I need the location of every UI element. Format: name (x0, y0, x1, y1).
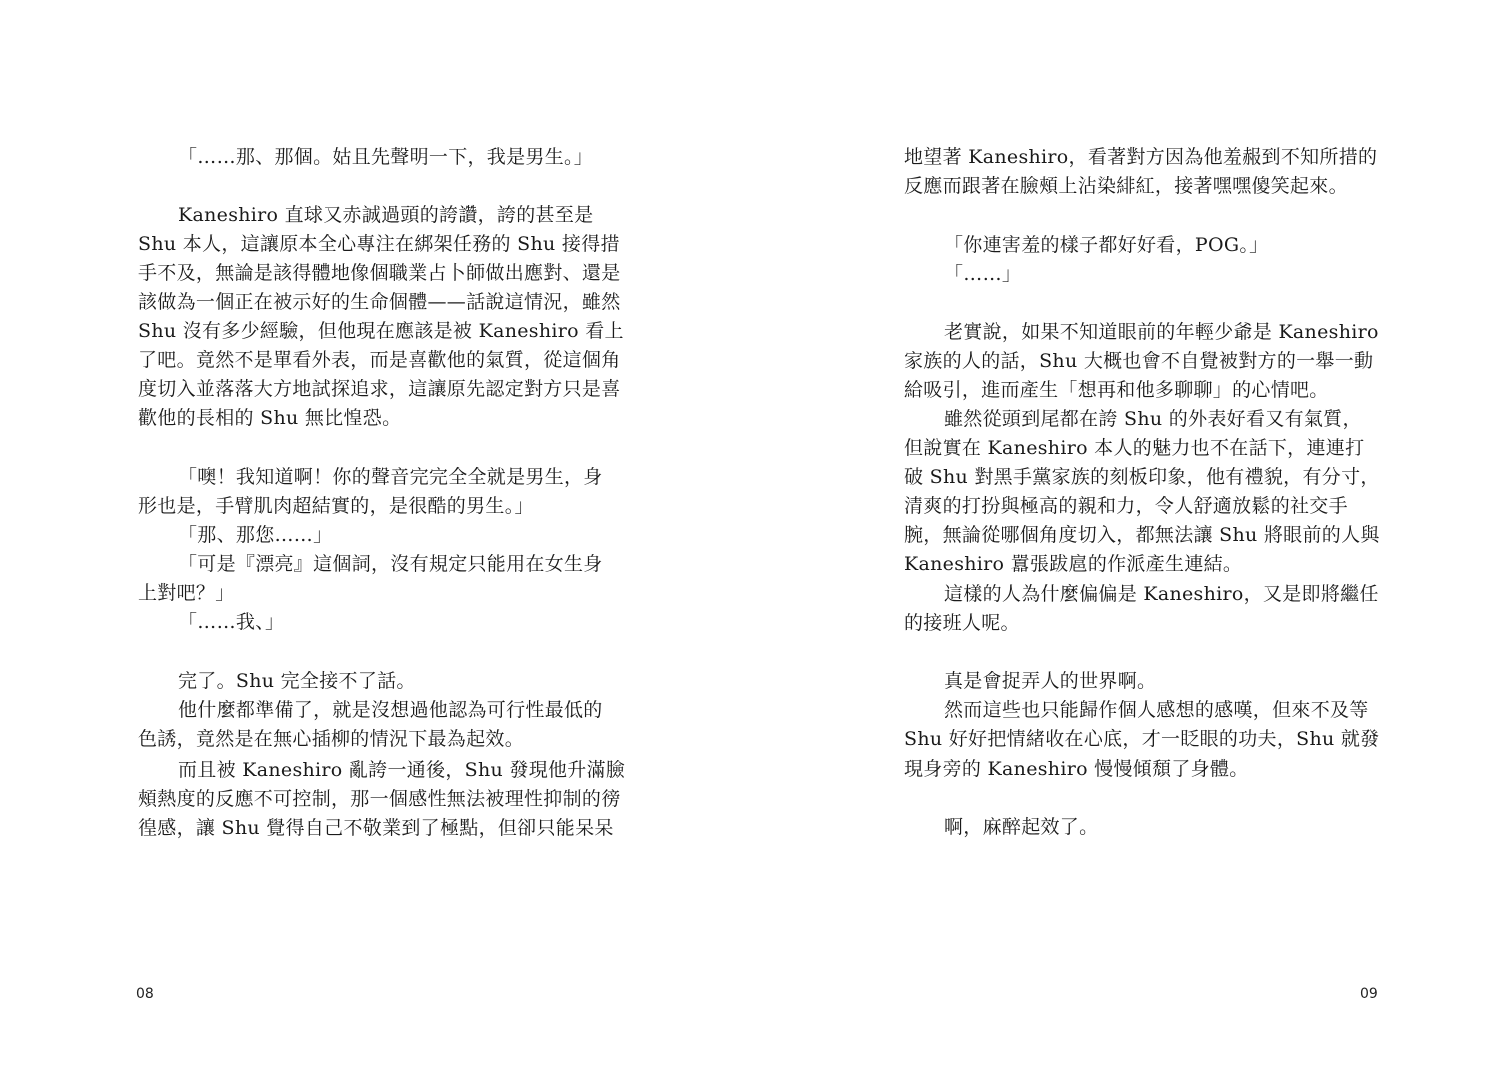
text-line: 反應而跟著在臉頰上沾染緋紅，接著嘿嘿傻笑起來。 (904, 175, 1348, 197)
text-line: Kaneshiro 囂張跋扈的作派產生連結。 (904, 553, 1243, 575)
text-line: 「……」 (944, 263, 1022, 285)
page-number: 08 (136, 986, 154, 1002)
text-line: 啊，麻醉起效了。 (944, 816, 1099, 838)
text-line: 真是會捉弄人的世界啊。 (944, 670, 1157, 692)
text-line: 形也是，手臂肌肉超結實的，是很酷的男生。」 (138, 495, 534, 517)
right-page (756, 0, 1512, 1075)
text-line: 該做為一個正在被示好的生命個體——話說這情況，雖然 (138, 291, 621, 313)
text-line: 老實說，如果不知道眼前的年輕少爺是 Kaneshiro (944, 321, 1379, 343)
text-line: 上對吧？」 (138, 582, 235, 604)
text-line: Kaneshiro 直球又赤誠過頭的誇讚，誇的甚至是 (178, 204, 594, 226)
text-line: Shu 本人，這讓原本全心專注在綁架任務的 Shu 接得措 (138, 233, 620, 255)
text-line: 給吸引，進而產生「想再和他多聊聊」的心情吧。 (904, 379, 1329, 401)
text-line: 徨感，讓 Shu 覺得自己不敬業到了極點，但卻只能呆呆 (138, 817, 614, 839)
text-line: 「……我、」 (178, 611, 285, 633)
text-line: 「那、那您……」 (178, 524, 333, 546)
text-line: 「可是『漂亮』這個詞，沒有規定只能用在女生身 (178, 553, 603, 575)
text-line: Shu 沒有多少經驗，但他現在應該是被 Kaneshiro 看上 (138, 320, 624, 342)
text-line: 的接班人呢。 (904, 612, 1020, 634)
text-line: 雖然從頭到尾都在誇 Shu 的外表好看又有氣質， (944, 408, 1362, 430)
text-line: 「噢！我知道啊！你的聲音完完全全就是男生，身 (178, 466, 603, 488)
text-line: 破 Shu 對黑手黨家族的刻板印象，他有禮貌，有分寸， (904, 466, 1380, 488)
text-line: 家族的人的話，Shu 大概也會不自覺被對方的一舉一動 (904, 350, 1374, 372)
text-line: Shu 好好把情緒收在心底，才一眨眼的功夫，Shu 就發 (904, 728, 1380, 750)
text-line: 而且被 Kaneshiro 亂誇一通後，Shu 發現他升滿臉 (178, 759, 626, 781)
text-line: 地望著 Kaneshiro，看著對方因為他羞赧到不知所措的 (904, 146, 1378, 168)
text-line: 這樣的人為什麼偏偏是 Kaneshiro，又是即將繼任 (944, 583, 1379, 605)
text-line: 現身旁的 Kaneshiro 慢慢傾頹了身體。 (904, 758, 1249, 780)
text-line: 歡他的長相的 Shu 無比惶恐。 (138, 407, 402, 429)
text-line: 然而這些也只能歸作個人感想的感嘆，但來不及等 (944, 699, 1369, 721)
page-number: 09 (1360, 986, 1378, 1002)
text-line: 了吧。竟然不是單看外表，而是喜歡他的氣質，從這個角 (138, 349, 621, 371)
text-line: 頰熱度的反應不可控制，那一個感性無法被理性抑制的徬 (138, 788, 621, 810)
text-line: 腕，無論從哪個角度切入，都無法讓 Shu 將眼前的人與 (904, 524, 1380, 546)
text-line: 手不及，無論是該得體地像個職業占卜師做出應對、還是 (138, 262, 621, 284)
text-line: 他什麼都準備了，就是沒想過他認為可行性最低的 (178, 699, 603, 721)
text-line: 清爽的打扮與極高的親和力，令人舒適放鬆的社交手 (904, 495, 1348, 517)
text-line: 完了。Shu 完全接不了話。 (178, 670, 416, 692)
text-line: 「……那、那個。姑且先聲明一下，我是男生。」 (178, 146, 594, 168)
text-line: 但說實在 Kaneshiro 本人的魅力也不在話下，連連打 (904, 437, 1365, 459)
text-line: 色誘，竟然是在無心插柳的情況下最為起效。 (138, 728, 525, 750)
text-line: 度切入並落落大方地試探追求，這讓原先認定對方只是喜 (138, 378, 621, 400)
text-line: 「你連害羞的樣子都好好看，POG。」 (944, 234, 1269, 256)
